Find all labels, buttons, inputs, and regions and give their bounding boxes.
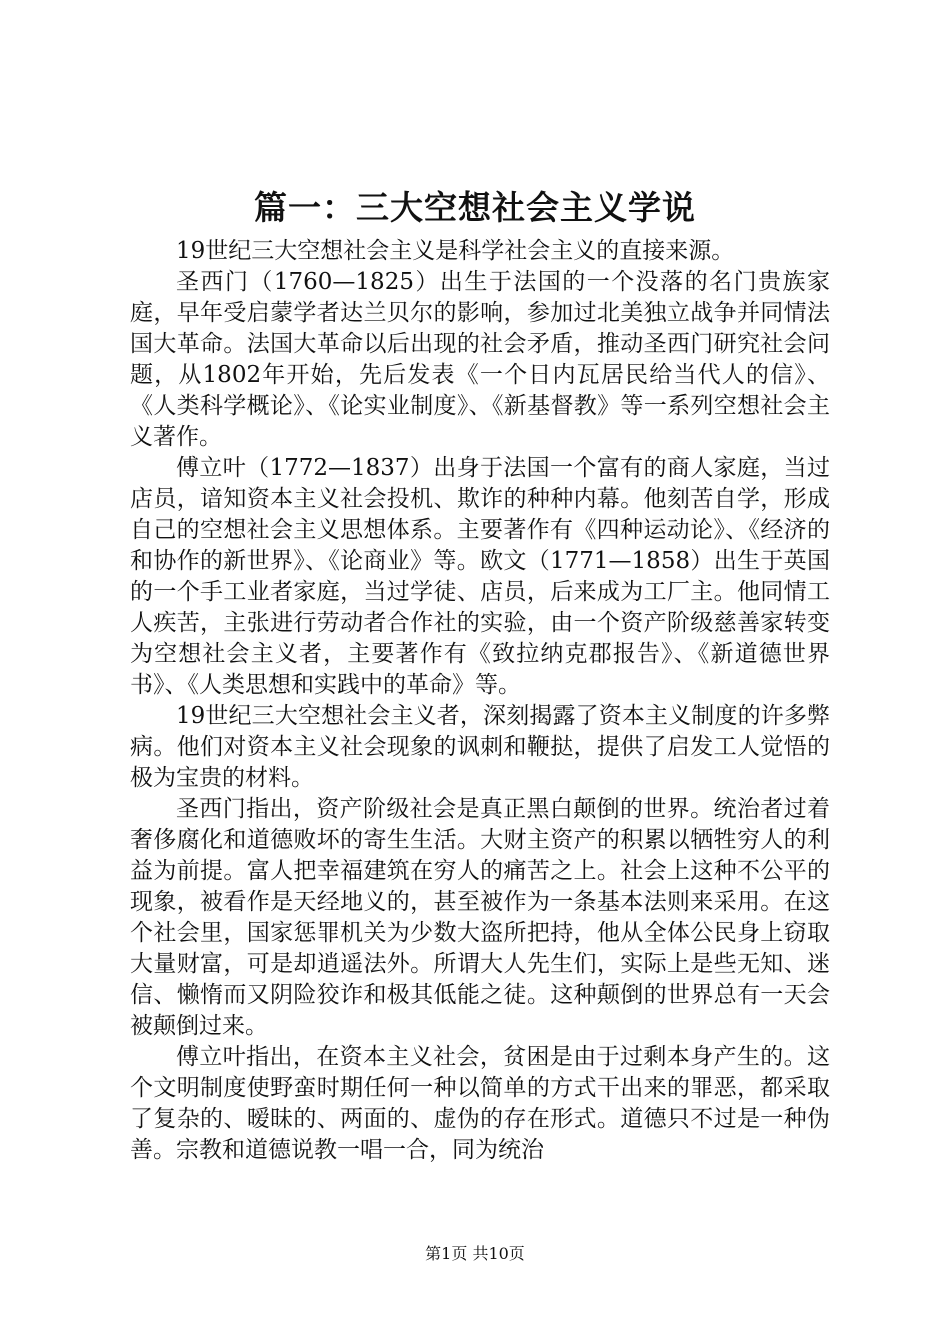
document-title: 篇一：三大空想社会主义学说 [254,188,696,227]
paragraph-4: 19世纪三大空想社会主义者，深刻揭露了资本主义制度的许多弊病。他们对资本主义社会现象的讽刺和鞭挞，提供了启发工人觉悟的极为宝贵的材料。 [130,703,830,791]
document-body [130,236,830,1166]
paragraph-6: 傅立叶指出，在资本主义社会，贫困是由于过剩本身产生的。这个文明制度使野蛮时期任何一种以简单的方式干出来的罪恶，都采取了复杂的、暧昧的、两面的、虚伪的存在形式。道德只不过是一种伪善。宗教和道德说教一唱一合，同为统治 [130,1044,830,1163]
paragraph-2: 圣西门（1760—1825）出生于法国的一个没落的名门贵族家庭，早年受启蒙学者达兰贝尔的影响，参加过北美独立战争并同情法国大革命。法国大革命以后出现的社会矛盾，推动圣西门研究社会问题，从1802年开始，先后发表《一个日内瓦居民给当代人的信》、《人类科学概论》、《论实业制度》、《新基督教》等一系列空想社会主义著作。 [130,269,830,450]
paragraph-5: 圣西门指出，资产阶级社会是真正黑白颠倒的世界。统治者过着奢侈腐化和道德败坏的寄生生活。大财主资产的积累以牺牲穷人的利益为前提。富人把幸福建筑在穷人的痛苦之上。社会上这种不公平的现象，被看作是天经地义的，甚至被作为一条基本法则来采用。在这个社会里，国家惩罪机关为少数大盗所把持，他从全体公民身上窃取大量财富，可是却逍遥法外。所谓大人先生们，实际上是些无知、迷信、懒惰而又阴险狡诈和极其低能之徒。这种颠倒的世界总有一天会被颠倒过来。 [130,796,830,1039]
page-footer: 第1页 共10页 [425,1244,525,1263]
paragraph-1: 19世纪三大空想社会主义是科学社会主义的直接来源。 [176,238,735,264]
paragraph-3: 傅立叶（1772—1837）出身于法国一个富有的商人家庭，当过店员，谙知资本主义社会投机、欺诈的种种内幕。他刻苦自学，形成自己的空想社会主义思想体系。主要著作有《四种运动论》、《经济的和协作的新世界》、《论商业》等。欧文（1771—1858）出生于英国的一个手工业者家庭，当过学徒、店员，后来成为工厂主。他同情工人疾苦，主张进行劳动者合作社的实验，由一个资产阶级慈善家转变为空想社会主义者，主要著作有《致拉纳克郡报告》、《新道德世界书》、《人类思想和实践中的革命》等。 [130,455,830,698]
